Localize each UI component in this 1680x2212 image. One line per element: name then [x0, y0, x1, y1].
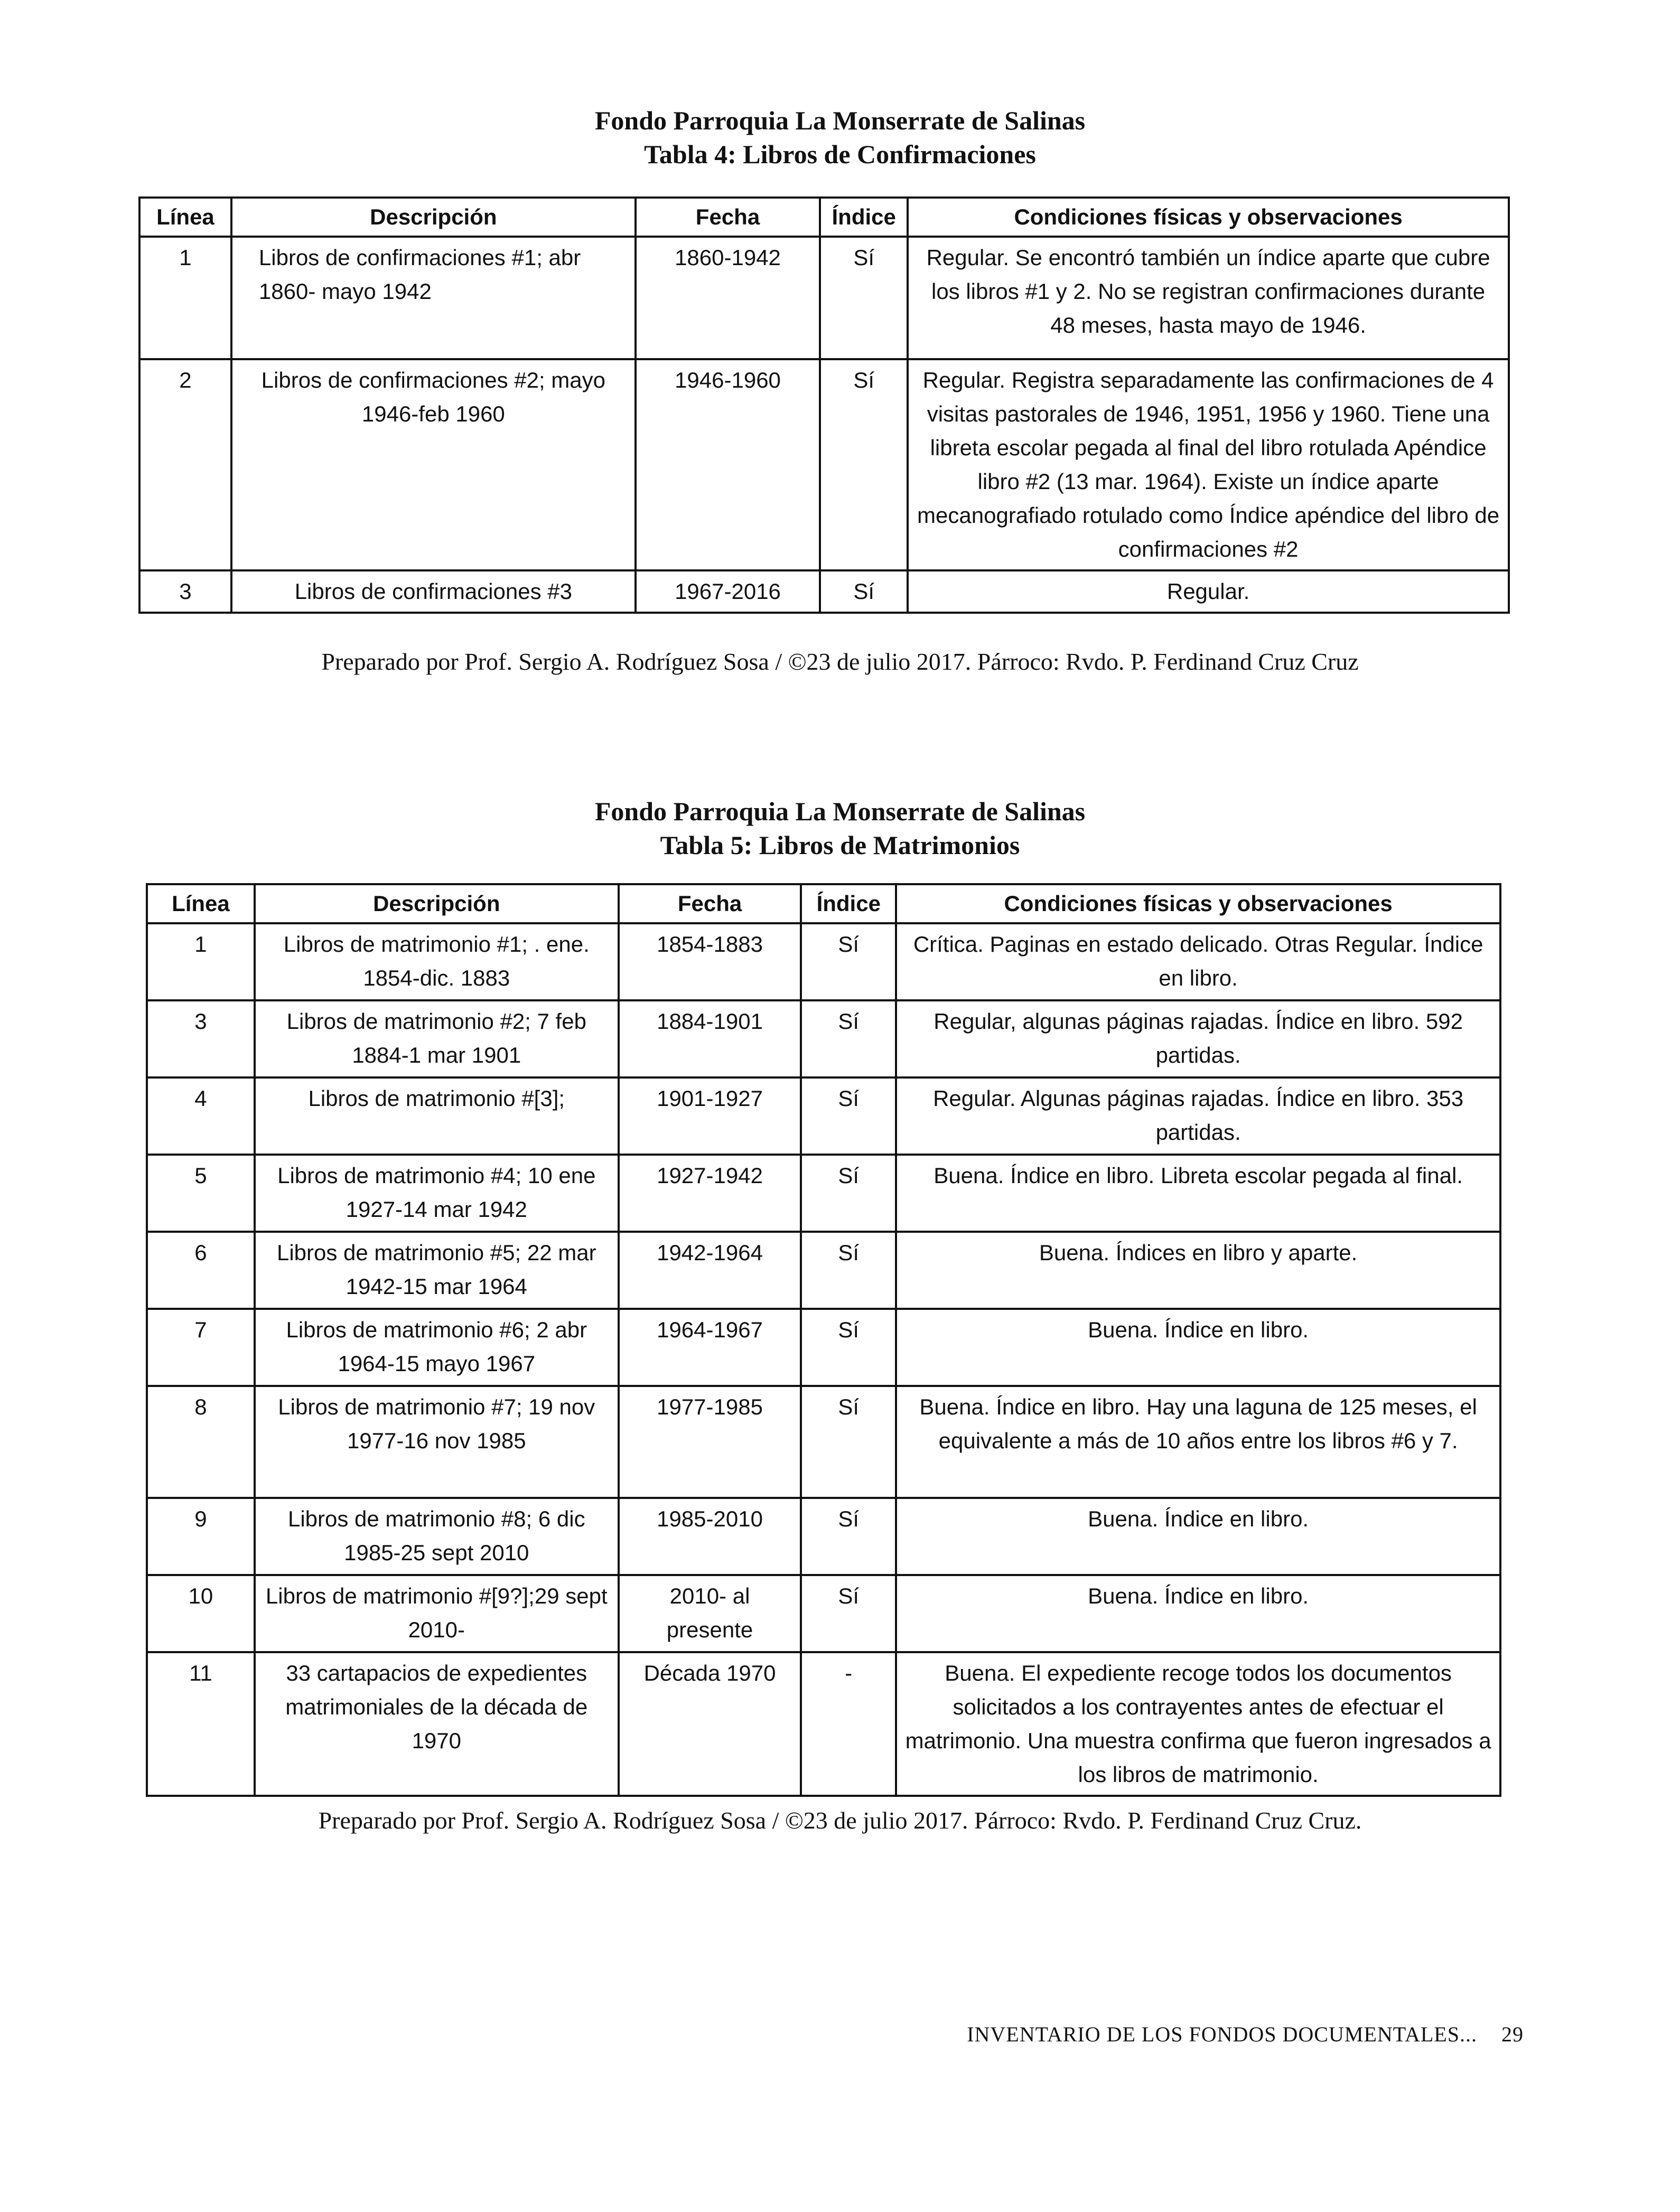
cell-linea: 4 [147, 1077, 255, 1155]
cell-descripcion: Libros de matrimonio #4; 10 ene 1927-14 mar 1942 [255, 1155, 619, 1232]
cell-condiciones: Regular. [908, 570, 1509, 613]
cell-condiciones: Regular. Algunas páginas rajadas. Índice en libro. 353 partidas. [896, 1077, 1500, 1155]
cell-descripcion: Libros de matrimonio #6; 2 abr 1964-15 mayo 1967 [255, 1309, 619, 1386]
table5-prepared-by: Preparado por Prof. Sergio A. Rodríguez Sosa / ©23 de julio 2017. Párroco: Rvdo. P. Ferdinand Cruz Cruz. [318, 1807, 1362, 1834]
cell-indice: - [801, 1652, 896, 1796]
cell-indice: Sí [801, 1232, 896, 1309]
table-row [139, 570, 1509, 613]
col-header-indice: Índice [820, 198, 908, 237]
table-row [147, 923, 1500, 1000]
cell-indice: Sí [801, 1498, 896, 1575]
table5-heading: Fondo Parroquia La Monserrate de Salinas [594, 796, 1086, 826]
cell-condiciones: Buena. Índice en libro. [896, 1309, 1500, 1386]
cell-descripcion: Libros de matrimonio #[9?];29 sept 2010- [255, 1575, 619, 1652]
col-header-descripcion: Descripción [231, 198, 636, 237]
cell-condiciones: Buena. Índice en libro. [896, 1575, 1500, 1652]
table-row [147, 1155, 1500, 1232]
cell-descripcion: Libros de confirmaciones #2; mayo 1946-feb 1960 [231, 359, 636, 570]
cell-fecha: 1854-1883 [619, 923, 801, 1000]
cell-descripcion: Libros de matrimonio #2; 7 feb 1884-1 mar 1901 [255, 1000, 619, 1077]
page-footer [967, 2022, 1524, 2047]
cell-descripcion: Libros de matrimonio #5; 22 mar 1942-15 mar 1964 [255, 1232, 619, 1309]
cell-condiciones: Buena. Índice en libro. Hay una laguna de 125 meses, el equivalente a más de 10 años entre los libros #6 y 7. [896, 1386, 1500, 1498]
table5-title-block [0, 794, 1680, 862]
running-title: INVENTARIO DE LOS FONDOS DOCUMENTALES... [967, 2022, 1477, 2046]
cell-fecha: 1967-2016 [636, 570, 820, 613]
cell-indice: Sí [801, 1386, 896, 1498]
col-header-condiciones: Condiciones físicas y observaciones [896, 884, 1500, 923]
cell-descripcion: Libros de confirmaciones #3 [231, 570, 636, 613]
table4 [138, 196, 1510, 614]
table-row [147, 1309, 1500, 1386]
col-header-fecha: Fecha [636, 198, 820, 237]
cell-linea: 7 [147, 1309, 255, 1386]
cell-condiciones: Buena. Índices en libro y aparte. [896, 1232, 1500, 1309]
cell-condiciones: Regular. Registra separadamente las confirmaciones de 4 visitas pastorales de 1946, 1951, 1956 y 1960. Tiene una libreta escolar pegada al final del libro rotulada Apéndice libro #2 (13 mar. 1964). Existe un índice aparte mecanografiado rotulado como Índice apéndice del libro de confirmaciones #2 [908, 359, 1509, 570]
cell-indice: Sí [820, 359, 908, 570]
col-header-fecha: Fecha [619, 884, 801, 923]
cell-linea: 3 [139, 570, 231, 613]
cell-linea: 3 [147, 1000, 255, 1077]
cell-fecha: 1977-1985 [619, 1386, 801, 1498]
cell-indice: Sí [820, 237, 908, 359]
cell-indice: Sí [801, 923, 896, 1000]
cell-fecha: 1946-1960 [636, 359, 820, 570]
cell-descripcion: Libros de matrimonio #8; 6 dic 1985-25 sept 2010 [255, 1498, 619, 1575]
cell-linea: 9 [147, 1498, 255, 1575]
cell-indice: Sí [801, 1000, 896, 1077]
cell-condiciones: Regular. Se encontró también un índice aparte que cubre los libros #1 y 2. No se registran confirmaciones durante 48 meses, hasta mayo de 1946. [908, 237, 1509, 359]
cell-fecha: 1927-1942 [619, 1155, 801, 1232]
cell-descripcion: Libros de matrimonio #7; 19 nov 1977-16 nov 1985 [255, 1386, 619, 1498]
cell-descripcion: Libros de matrimonio #1; . ene. 1854-dic. 1883 [255, 923, 619, 1000]
cell-fecha: 1985-2010 [619, 1498, 801, 1575]
table-row [139, 359, 1509, 570]
table-row [139, 237, 1509, 359]
cell-indice: Sí [820, 570, 908, 613]
table4-header-row [139, 198, 1509, 237]
cell-linea: 1 [139, 237, 231, 359]
table5-header-row [147, 884, 1500, 923]
table5-subheading: Tabla 5: Libros de Matrimonios [660, 830, 1020, 860]
table-row [147, 1232, 1500, 1309]
table4-subheading: Tabla 4: Libros de Confirmaciones [644, 139, 1036, 169]
cell-linea: 6 [147, 1232, 255, 1309]
cell-condiciones: Buena. El expediente recoge todos los documentos solicitados a los contrayentes antes de efectuar el matrimonio. Una muestra confirma que fueron ingresados a los libros de matrimonio. [896, 1652, 1500, 1796]
table-row [147, 1000, 1500, 1077]
cell-indice: Sí [801, 1309, 896, 1386]
cell-fecha: 1860-1942 [636, 237, 820, 359]
cell-indice: Sí [801, 1575, 896, 1652]
col-header-linea: Línea [139, 198, 231, 237]
cell-linea: 2 [139, 359, 231, 570]
col-header-condiciones: Condiciones físicas y observaciones [908, 198, 1509, 237]
table-row [147, 1077, 1500, 1155]
table-row [147, 1575, 1500, 1652]
cell-linea: 1 [147, 923, 255, 1000]
table-row [147, 1498, 1500, 1575]
table5 [146, 883, 1501, 1797]
cell-fecha: 1942-1964 [619, 1232, 801, 1309]
table4-heading: Fondo Parroquia La Monserrate de Salinas [594, 106, 1086, 135]
table-row [147, 1386, 1500, 1498]
cell-fecha: 2010- al presente [619, 1575, 801, 1652]
table4-title-block [0, 104, 1680, 171]
page-number: 29 [1501, 2022, 1524, 2046]
cell-fecha: 1884-1901 [619, 1000, 801, 1077]
cell-condiciones: Buena. Índice en libro. Libreta escolar pegada al final. [896, 1155, 1500, 1232]
cell-descripcion: 33 cartapacios de expedientes matrimoniales de la década de 1970 [255, 1652, 619, 1796]
cell-descripcion: Libros de matrimonio #[3]; [255, 1077, 619, 1155]
col-header-indice: Índice [801, 884, 896, 923]
cell-condiciones: Buena. Índice en libro. [896, 1498, 1500, 1575]
col-header-linea: Línea [147, 884, 255, 923]
cell-indice: Sí [801, 1077, 896, 1155]
cell-linea: 5 [147, 1155, 255, 1232]
cell-descripcion: Libros de confirmaciones #1; abr 1860- mayo 1942 [231, 237, 636, 359]
cell-fecha: 1964-1967 [619, 1309, 801, 1386]
cell-condiciones: Regular, algunas páginas rajadas. Índice en libro. 592 partidas. [896, 1000, 1500, 1077]
cell-linea: 11 [147, 1652, 255, 1796]
cell-fecha: Década 1970 [619, 1652, 801, 1796]
col-header-descripcion: Descripción [255, 884, 619, 923]
table4-prepared-by: Preparado por Prof. Sergio A. Rodríguez Sosa / ©23 de julio 2017. Párroco: Rvdo. P. Ferdinand Cruz Cruz [321, 648, 1359, 675]
cell-condiciones: Crítica. Paginas en estado delicado. Otras Regular. Índice en libro. [896, 923, 1500, 1000]
table-row [147, 1652, 1500, 1796]
cell-fecha: 1901-1927 [619, 1077, 801, 1155]
cell-linea: 8 [147, 1386, 255, 1498]
cell-linea: 10 [147, 1575, 255, 1652]
cell-indice: Sí [801, 1155, 896, 1232]
